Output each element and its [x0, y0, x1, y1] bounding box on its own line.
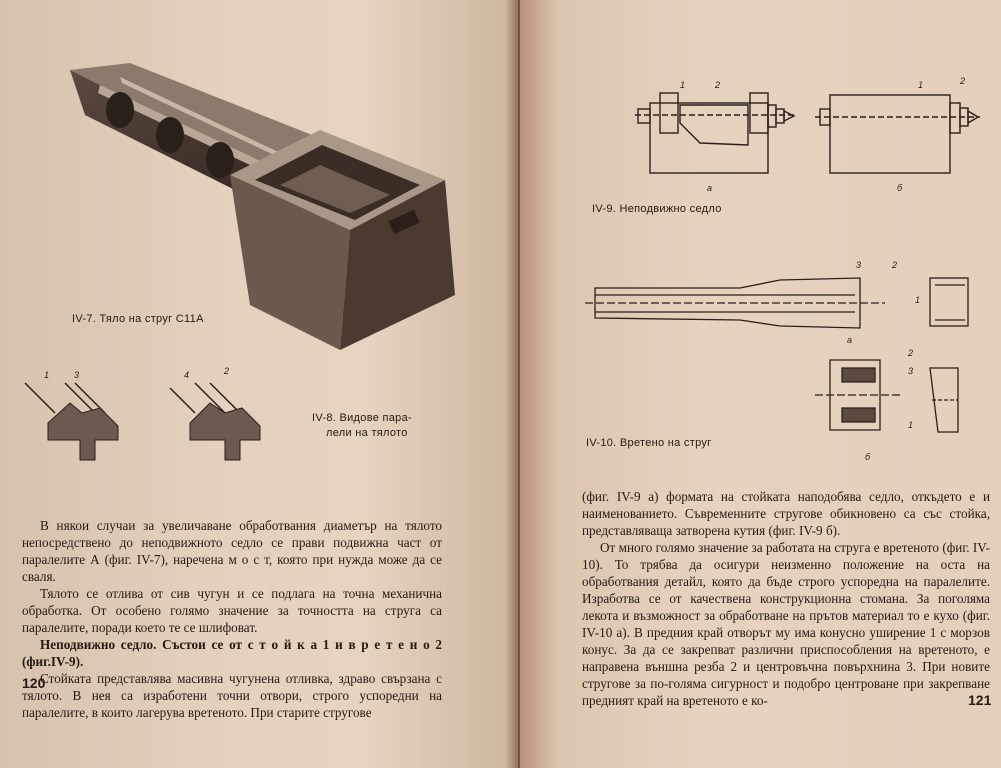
- fig10-label-2: 2: [892, 260, 898, 270]
- parallels-profile-diagram: [20, 368, 270, 468]
- fig10-label-3: 3: [856, 260, 862, 270]
- fig8-label-1: 1: [44, 370, 50, 380]
- fig8-caption-line1: IV-8. Видове пара-: [312, 412, 412, 424]
- paragraph: Стойката представлява масивна чугунена отливка, здраво свързана с тялото. В нея са изработени точни отвори, строго успоредни на паралелите, в които лагерува вретеното. При старите стругове: [22, 671, 442, 720]
- paragraph: В някои случаи за увеличаване обработвания диаметър на тялото непосредствено до неподвижното седло се прави подвижна част от паралелите А (фиг. IV-7), наречена м о с т, която при нужда може да се сваля.: [22, 518, 442, 584]
- fig7-caption: IV-7. Тяло на струг С11А: [72, 313, 204, 325]
- fig9-label-2b: 2: [960, 76, 966, 86]
- fig9-label-1b: 1: [918, 80, 924, 90]
- fig10-label-2b: 2: [908, 348, 914, 358]
- fig8-caption-line2: лели на тялото: [326, 427, 408, 439]
- fig10-sublabel-a: а: [847, 335, 853, 345]
- fig8-label-4: 4: [184, 370, 190, 380]
- spindle-diagram: [580, 260, 980, 450]
- fig9-label-1a: 1: [680, 80, 686, 90]
- paragraph: От много голямо значение за работата на струга е вретеното (фиг. IV-10). То трябва да осигури неизменно положение на оста на обработвания детайл, която да бъде строго успоредна на паралелите. Изработва се от качествена конструкционна стомана. За поголяма лекота и възможност за обработване на прътов материал то е кухо (фиг. IV-10 а). В предния край отворът му има конусно уширение 1 с морзов конус. За да се закрепват различни приспособления на вретеното, е направена външна резба 2 и центровъчна повърхнина 3. При новите стругове за по-голяма сигурност и подобро центроване при закрепване предният край на вретеното е ко-: [582, 540, 990, 708]
- page-number-right: 121: [968, 692, 992, 708]
- fig9-sublabel-b: б: [897, 183, 903, 193]
- fig9-label-2a: 2: [715, 80, 721, 90]
- fig9-caption: IV-9. Неподвижно седло: [592, 203, 722, 215]
- fig10-label-1: 1: [915, 295, 921, 305]
- paragraph: (фиг. IV-9 а) формата на стойката наподобява седло, откъдето е и наименованието. Съвременните стругове обикновено са със стойка, представляваща затворена кутия (фиг. IV-9 б).: [582, 489, 990, 538]
- fig9-sublabel-a: а: [707, 183, 713, 193]
- paragraph: Неподвижно седло. Състои се от с т о й к а 1 и в р е т е н о 2 (фиг.IV-9).: [22, 637, 442, 669]
- fig10-caption: IV-10. Вретено на струг: [586, 437, 712, 449]
- fig10-label-3b: 3: [908, 366, 914, 376]
- page-number-left: 120: [22, 675, 46, 691]
- fig8-label-3: 3: [74, 370, 80, 380]
- paragraph: Тялото се отлива от сив чугун и се подлага на точна механична обработка. От особено голямо значение за точността на струга са паралелите, поради което те се шлифоват.: [22, 586, 442, 635]
- left-body-text: [22, 517, 442, 721]
- fig8-label-2: 2: [224, 366, 230, 376]
- headstock-diagram: [630, 75, 1001, 195]
- fig10-sublabel-b: б: [865, 452, 871, 462]
- right-page: [520, 0, 1001, 768]
- lathe-bed-photo: [60, 55, 460, 355]
- right-body-text: [582, 488, 990, 709]
- fig10-label-1b: 1: [908, 420, 914, 430]
